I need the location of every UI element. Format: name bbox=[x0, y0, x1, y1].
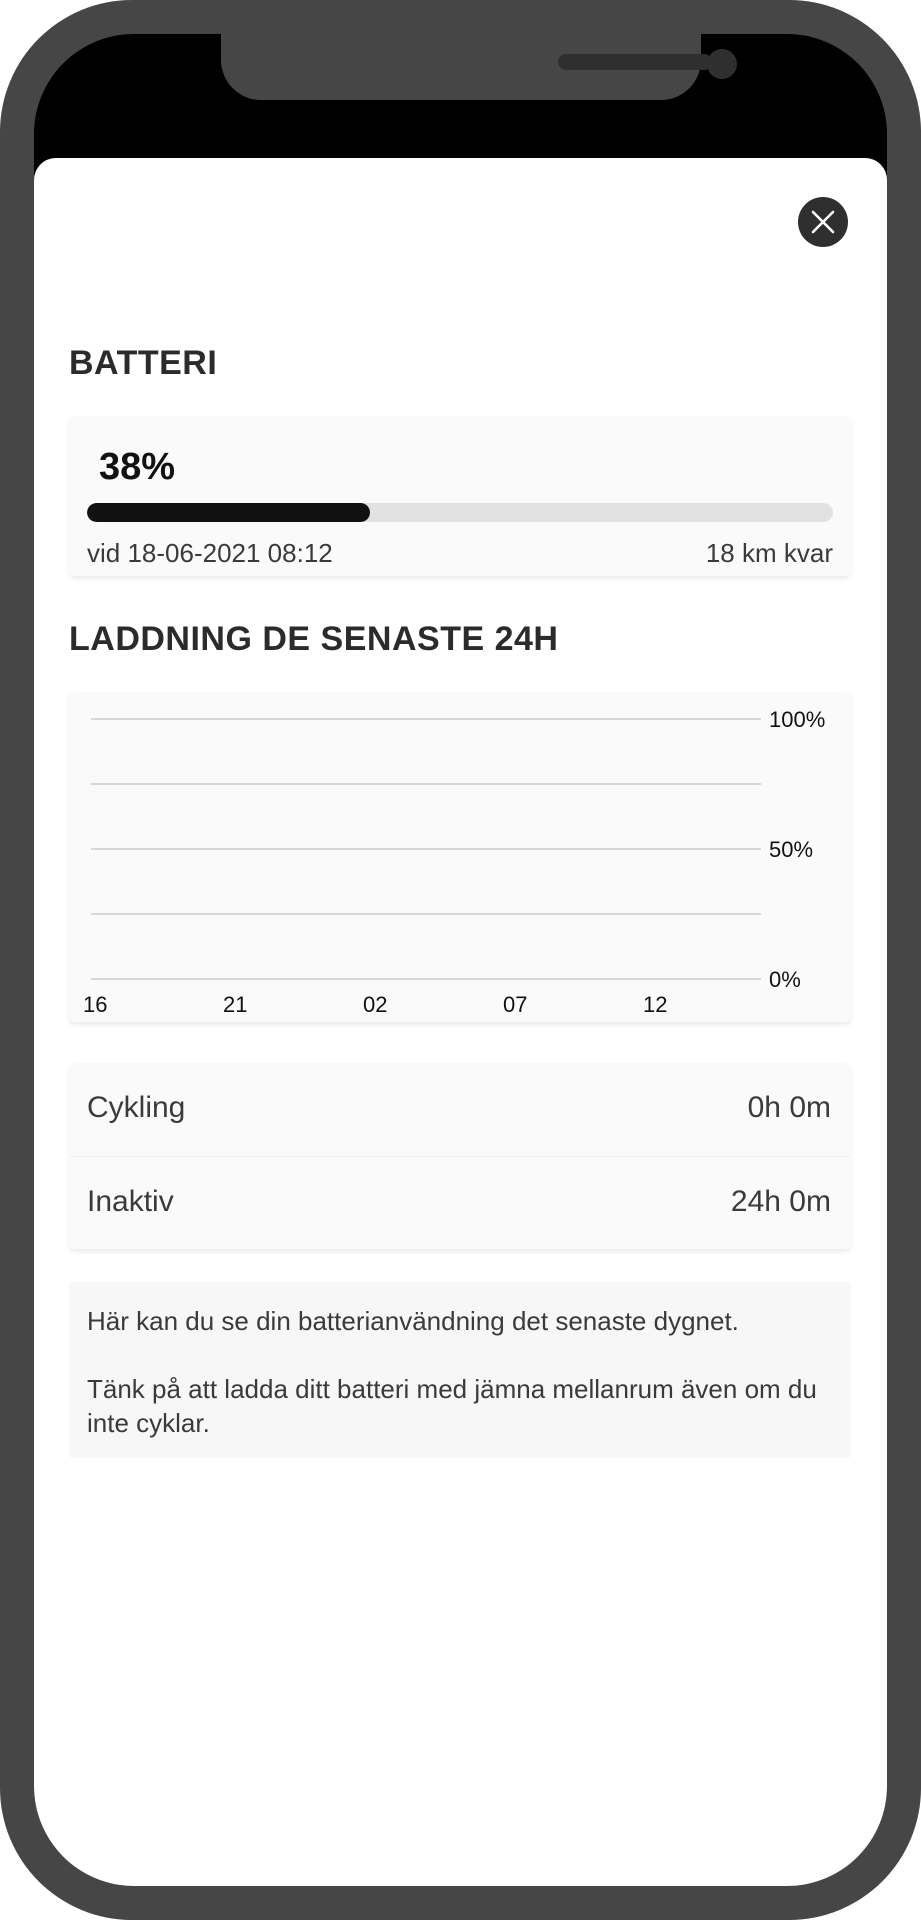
stat-value: 0h 0m bbox=[747, 1091, 831, 1124]
close-icon bbox=[811, 210, 835, 234]
x-tick-label: 21 bbox=[223, 992, 248, 1017]
battery-range: 18 km kvar bbox=[705, 538, 833, 568]
battery-sheet bbox=[34, 158, 887, 1886]
x-tick-label: 02 bbox=[363, 992, 388, 1017]
stat-row-cycling bbox=[69, 1063, 851, 1155]
battery-card bbox=[69, 416, 851, 576]
x-tick-label: 12 bbox=[643, 992, 668, 1017]
info-text-usage: Här kan du se din batterianvändning det senaste dygnet. bbox=[87, 1306, 739, 1336]
y-tick-label: 50% bbox=[769, 837, 814, 862]
close-button[interactable] bbox=[798, 197, 848, 247]
y-tick-label: 0% bbox=[769, 967, 801, 992]
charging-chart bbox=[69, 692, 851, 1022]
battery-progress-fill bbox=[87, 503, 370, 522]
x-tick-label: 16 bbox=[83, 992, 108, 1017]
battery-section-title: BATTERI bbox=[69, 344, 218, 382]
charging-section-title: LADDNING DE SENASTE 24H bbox=[69, 620, 559, 658]
phone-notch bbox=[221, 34, 701, 100]
stat-value: 24h 0m bbox=[730, 1185, 831, 1218]
info-text-charging-tip: Tänk på att ladda ditt batteri med jämna mellanrum även om du inte cyklar. bbox=[87, 1374, 817, 1438]
battery-percent: 38% bbox=[99, 446, 176, 488]
front-camera bbox=[707, 49, 737, 79]
charging-chart-svg bbox=[69, 692, 851, 1022]
info-box bbox=[69, 1282, 851, 1458]
stat-label: Cykling bbox=[87, 1091, 186, 1124]
x-tick-label: 07 bbox=[503, 992, 528, 1017]
y-tick-label: 100% bbox=[769, 707, 826, 732]
usage-stats-card bbox=[69, 1063, 851, 1249]
phone-screen bbox=[34, 34, 887, 1886]
stat-label: Inaktiv bbox=[87, 1185, 174, 1218]
battery-timestamp: vid 18-06-2021 08:12 bbox=[87, 538, 333, 568]
stat-row-inactive bbox=[69, 1156, 851, 1248]
battery-progress-track bbox=[87, 503, 833, 522]
speaker-grille bbox=[558, 54, 712, 70]
